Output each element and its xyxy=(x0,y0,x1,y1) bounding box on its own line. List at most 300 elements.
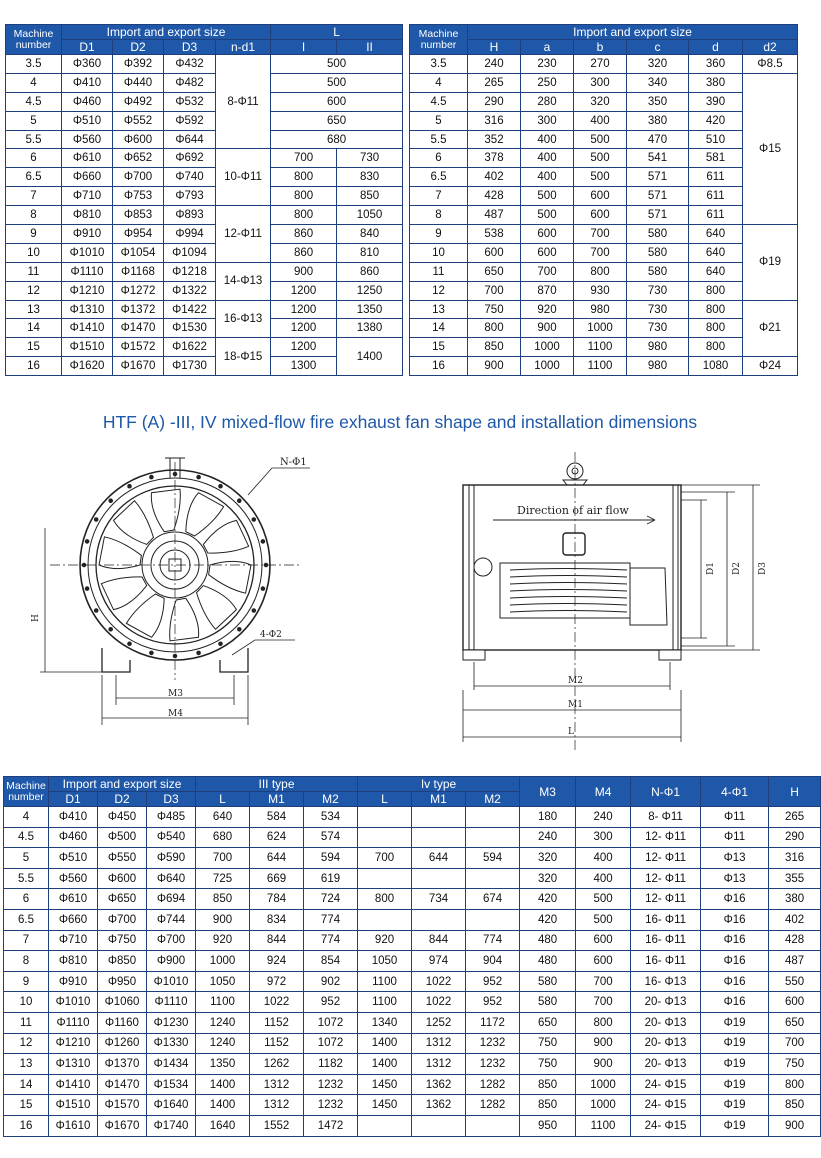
dimension-cell: Φ1168 xyxy=(113,262,164,281)
table-row xyxy=(410,300,798,319)
dimension-cell: 640 xyxy=(689,262,743,281)
dimension-cell: 920 xyxy=(521,300,574,319)
four-phi1-cell: Φ16 xyxy=(701,971,769,992)
iii-M2-cell: 594 xyxy=(304,848,358,869)
impeller-blade xyxy=(99,537,141,569)
table-row xyxy=(4,930,821,951)
dimension-cell: 1100 xyxy=(574,357,627,376)
n-phi1-cell: 8- Φ11 xyxy=(631,807,701,828)
right-foot xyxy=(220,648,248,672)
machine-number-cell: 9 xyxy=(6,225,62,244)
table-row xyxy=(410,168,798,187)
table-row xyxy=(6,206,403,225)
iv-L-cell: 1100 xyxy=(358,992,412,1013)
impeller-blade xyxy=(197,586,237,630)
dimension-cell: 400 xyxy=(574,111,627,130)
L-value-cell: 680 xyxy=(271,130,403,149)
L-II-cell: 1250 xyxy=(337,281,403,300)
h-cell: 316 xyxy=(769,848,821,869)
label-m2: M2 xyxy=(568,676,583,686)
L-II-cell: 810 xyxy=(337,243,403,262)
iii-L-cell: 1350 xyxy=(196,1054,250,1075)
table-row xyxy=(6,319,403,338)
dimension-cell: Φ552 xyxy=(113,111,164,130)
table-row xyxy=(410,187,798,206)
h-cell: 265 xyxy=(769,807,821,828)
iv-M1-cell xyxy=(412,807,466,828)
table-row xyxy=(4,909,821,930)
d3-cell: Φ1740 xyxy=(147,1115,196,1136)
d2-cell: Φ450 xyxy=(98,807,147,828)
machine-number-cell: 12 xyxy=(4,1033,49,1054)
m4-cell: 600 xyxy=(576,930,631,951)
iv-L-cell xyxy=(358,909,412,930)
bolt-hole xyxy=(197,651,201,655)
machine-number-cell: 4.5 xyxy=(410,92,468,111)
machine-number-cell: 14 xyxy=(410,319,468,338)
dimension-cell: 600 xyxy=(521,243,574,262)
header-iv-L: L xyxy=(358,792,412,807)
label-d2: D2 xyxy=(732,562,742,575)
header-iv-M2: M2 xyxy=(466,792,520,807)
dimension-cell: Φ910 xyxy=(62,225,113,244)
impeller-blade xyxy=(170,598,199,641)
table-row xyxy=(6,225,403,244)
four-phi1-cell: Φ19 xyxy=(701,1012,769,1033)
table-row xyxy=(410,357,798,376)
iv-M1-cell xyxy=(412,1115,466,1136)
dimension-cell: 580 xyxy=(627,262,689,281)
d1-cell: Φ710 xyxy=(49,930,98,951)
four-phi1-cell: Φ13 xyxy=(701,848,769,869)
L-I-cell: 1200 xyxy=(271,319,337,338)
iii-M1-cell: 1262 xyxy=(250,1054,304,1075)
dimension-cell: 380 xyxy=(627,111,689,130)
iii-M2-cell: 1182 xyxy=(304,1054,358,1075)
h-cell: 800 xyxy=(769,1074,821,1095)
impeller-blade xyxy=(209,561,251,593)
airflow-arrow xyxy=(493,516,655,524)
dimension-cell: 340 xyxy=(627,73,689,92)
d3-cell: Φ1534 xyxy=(147,1074,196,1095)
dimension-cell: 700 xyxy=(574,225,627,244)
label-m3: M3 xyxy=(168,689,183,699)
h-cell: 355 xyxy=(769,868,821,889)
iv-M2-cell xyxy=(466,868,520,889)
dimension-cell: Φ700 xyxy=(113,168,164,187)
iii-M1-cell: 924 xyxy=(250,951,304,972)
m4-cell: 700 xyxy=(576,992,631,1013)
L-I-cell: 1200 xyxy=(271,281,337,300)
iii-L-cell: 920 xyxy=(196,930,250,951)
m4-cell: 1000 xyxy=(576,1095,631,1116)
L-value-cell: 500 xyxy=(271,55,403,74)
iv-L-cell xyxy=(358,1115,412,1136)
dimension-cell: 800 xyxy=(689,300,743,319)
table-row xyxy=(6,130,403,149)
d2-cell: Φ19 xyxy=(743,225,798,301)
machine-number-cell: 4.5 xyxy=(4,827,49,848)
m3-cell: 480 xyxy=(520,951,576,972)
header-m4: M4 xyxy=(576,777,631,807)
L-I-cell: 900 xyxy=(271,262,337,281)
h-cell: 750 xyxy=(769,1054,821,1075)
d1-cell: Φ1210 xyxy=(49,1033,98,1054)
motor-end-cap xyxy=(630,568,667,625)
dimension-cell: Φ1730 xyxy=(164,357,216,376)
dimension-cell: 700 xyxy=(521,262,574,281)
dimension-cell: 378 xyxy=(468,149,521,168)
machine-number-cell: 5.5 xyxy=(6,130,62,149)
machine-number-cell: 16 xyxy=(410,357,468,376)
dimension-cell: Φ1210 xyxy=(62,281,113,300)
machine-number-cell: 15 xyxy=(410,338,468,357)
L-II-cell: 1400 xyxy=(337,338,403,376)
dimension-cell: 270 xyxy=(574,55,627,74)
four-phi2-leader xyxy=(232,640,295,655)
machine-number-cell: 6 xyxy=(6,149,62,168)
machine-number-cell: 6.5 xyxy=(410,168,468,187)
four-phi1-cell: Φ19 xyxy=(701,1033,769,1054)
dimension-cell: Φ432 xyxy=(164,55,216,74)
dimension-cell: 600 xyxy=(468,243,521,262)
dimension-cell: 470 xyxy=(627,130,689,149)
iv-M2-cell: 1232 xyxy=(466,1033,520,1054)
d2-cell: Φ500 xyxy=(98,827,147,848)
machine-number-cell: 7 xyxy=(4,930,49,951)
dimension-cell: 352 xyxy=(468,130,521,149)
machine-number-cell: 5.5 xyxy=(4,868,49,889)
dimension-cell: 280 xyxy=(521,92,574,111)
dimension-cell: Φ410 xyxy=(62,73,113,92)
dimension-cell: 980 xyxy=(627,357,689,376)
machine-number-cell: 3.5 xyxy=(410,55,468,74)
machine-number-cell: 11 xyxy=(410,262,468,281)
d1-cell: Φ510 xyxy=(49,848,98,869)
dimension-cell: Φ740 xyxy=(164,168,216,187)
iv-M1-cell: 1022 xyxy=(412,971,466,992)
dimension-cell: 581 xyxy=(689,149,743,168)
table-row xyxy=(4,971,821,992)
n-phi1-cell: 12- Φ11 xyxy=(631,827,701,848)
n-phi1-cell: 16- Φ11 xyxy=(631,909,701,930)
dimension-cell: 500 xyxy=(521,206,574,225)
dimension-cell: Φ1530 xyxy=(164,319,216,338)
iv-M1-cell: 974 xyxy=(412,951,466,972)
iv-M1-cell xyxy=(412,868,466,889)
four-phi1-cell: Φ11 xyxy=(701,807,769,828)
table-row xyxy=(410,111,798,130)
header-L-I: I xyxy=(271,40,337,55)
header-iii-type: III type xyxy=(196,777,358,792)
bolt-hole xyxy=(128,642,132,646)
d1-cell: Φ610 xyxy=(49,889,98,910)
dimension-cell: 1000 xyxy=(521,338,574,357)
table-row xyxy=(6,168,403,187)
dimension-cell: 640 xyxy=(689,225,743,244)
machine-number-cell: 8 xyxy=(4,951,49,972)
machine-number-cell: 14 xyxy=(4,1074,49,1095)
impeller-blade xyxy=(101,577,146,610)
bolt-hole xyxy=(238,628,242,632)
dimension-cell: Φ460 xyxy=(62,92,113,111)
iii-M2-cell: 1072 xyxy=(304,1033,358,1054)
dimension-cell: Φ1010 xyxy=(62,243,113,262)
L-II-cell: 1350 xyxy=(337,300,403,319)
header-d2: D2 xyxy=(113,40,164,55)
iv-L-cell xyxy=(358,827,412,848)
iii-M1-cell: 669 xyxy=(250,868,304,889)
dimension-cell: 400 xyxy=(521,168,574,187)
header-L: L xyxy=(271,25,403,40)
d2-cell: Φ1160 xyxy=(98,1012,147,1033)
header-L-II: II xyxy=(337,40,403,55)
iv-M2-cell xyxy=(466,827,520,848)
iv-L-cell xyxy=(358,868,412,889)
table-row xyxy=(4,1115,821,1136)
dimension-cell: 800 xyxy=(574,262,627,281)
d2-cell: Φ850 xyxy=(98,951,147,972)
iii-L-cell: 700 xyxy=(196,848,250,869)
header-d2: d2 xyxy=(743,40,798,55)
iii-M2-cell: 902 xyxy=(304,971,358,992)
table-row xyxy=(410,319,798,338)
dimension-cell: 402 xyxy=(468,168,521,187)
table-row xyxy=(4,807,821,828)
n-d1-cell: 18-Φ15 xyxy=(216,338,271,376)
table-row xyxy=(6,300,403,319)
L-I-cell: 800 xyxy=(271,168,337,187)
machine-number-cell: 10 xyxy=(410,243,468,262)
iii-M1-cell: 844 xyxy=(250,930,304,951)
dimension-cell: 611 xyxy=(689,168,743,187)
table-row xyxy=(410,92,798,111)
machine-number-cell: 10 xyxy=(6,243,62,262)
cooling-fin xyxy=(510,611,627,613)
d1-cell: Φ1610 xyxy=(49,1115,98,1136)
m3-cell: 950 xyxy=(520,1115,576,1136)
m3-cell: 750 xyxy=(520,1054,576,1075)
dimension-cell: Φ1620 xyxy=(62,357,113,376)
m3-cell: 420 xyxy=(520,909,576,930)
table-row xyxy=(4,1074,821,1095)
dimension-cell: 850 xyxy=(468,338,521,357)
four-phi1-cell: Φ16 xyxy=(701,992,769,1013)
header-machine-number: Machine number xyxy=(6,25,62,55)
table-row xyxy=(410,225,798,244)
h-cell: 850 xyxy=(769,1095,821,1116)
iv-M2-cell: 952 xyxy=(466,992,520,1013)
d1-cell: Φ810 xyxy=(49,951,98,972)
dimension-cell: Φ610 xyxy=(62,149,113,168)
d3-cell: Φ540 xyxy=(147,827,196,848)
iv-L-cell: 1450 xyxy=(358,1095,412,1116)
dimension-cell: Φ1422 xyxy=(164,300,216,319)
dimension-cell: 400 xyxy=(521,149,574,168)
dimension-cell: 500 xyxy=(574,130,627,149)
iii-L-cell: 640 xyxy=(196,807,250,828)
dimension-cell: Φ560 xyxy=(62,130,113,149)
iii-L-cell: 1240 xyxy=(196,1012,250,1033)
bolt-hole xyxy=(150,651,154,655)
dimension-cell: Φ994 xyxy=(164,225,216,244)
dimension-cell: Φ853 xyxy=(113,206,164,225)
d2-cell: Φ650 xyxy=(98,889,147,910)
iii-L-cell: 1000 xyxy=(196,951,250,972)
header-4-phi1: 4-Φ1 xyxy=(701,777,769,807)
m4-cell: 900 xyxy=(576,1054,631,1075)
L-I-cell: 860 xyxy=(271,243,337,262)
dimension-cell: Φ1218 xyxy=(164,262,216,281)
m4-cell: 800 xyxy=(576,1012,631,1033)
left-foot xyxy=(102,648,130,672)
iii-M2-cell: 1232 xyxy=(304,1074,358,1095)
n-phi1-cell: 16- Φ11 xyxy=(631,951,701,972)
machine-number-cell: 16 xyxy=(6,357,62,376)
dimension-cell: 1100 xyxy=(574,338,627,357)
machine-number-cell: 3.5 xyxy=(6,55,62,74)
table-row xyxy=(410,130,798,149)
L-I-cell: 1200 xyxy=(271,338,337,357)
iii-L-cell: 1240 xyxy=(196,1033,250,1054)
n-phi1-cell: 24- Φ15 xyxy=(631,1074,701,1095)
L-I-cell: 1200 xyxy=(271,300,337,319)
L-value-cell: 600 xyxy=(271,92,403,111)
iv-M1-cell: 1312 xyxy=(412,1033,466,1054)
dimension-cell: Φ532 xyxy=(164,92,216,111)
n-phi1-leader xyxy=(248,468,310,495)
iii-M2-cell: 952 xyxy=(304,992,358,1013)
header-b: b xyxy=(574,40,627,55)
dimension-cell: Φ652 xyxy=(113,149,164,168)
dimension-cell: Φ793 xyxy=(164,187,216,206)
iv-M2-cell: 1172 xyxy=(466,1012,520,1033)
table-row xyxy=(6,338,403,357)
header-d3: D3 xyxy=(147,792,196,807)
dimension-cell: 571 xyxy=(627,187,689,206)
header-iv-type: Iv type xyxy=(358,777,520,792)
dimension-cell: Φ644 xyxy=(164,130,216,149)
dimension-cell: 428 xyxy=(468,187,521,206)
d1-cell: Φ1110 xyxy=(49,1012,98,1033)
bolt-hole xyxy=(109,499,113,503)
dimension-cell: 571 xyxy=(627,168,689,187)
d1-cell: Φ1510 xyxy=(49,1095,98,1116)
d2-cell: Φ950 xyxy=(98,971,147,992)
header-d3: D3 xyxy=(164,40,216,55)
table-row xyxy=(6,92,403,111)
iii-M2-cell: 724 xyxy=(304,889,358,910)
table-III-IV-type-dimensions xyxy=(3,776,821,1137)
m3-cell: 850 xyxy=(520,1095,576,1116)
iii-M1-cell: 1552 xyxy=(250,1115,304,1136)
m3-cell: 480 xyxy=(520,930,576,951)
d2-cell: Φ8.5 xyxy=(743,55,798,74)
machine-number-cell: 13 xyxy=(6,300,62,319)
table-row xyxy=(6,243,403,262)
terminal-box xyxy=(563,533,585,555)
machine-number-cell: 7 xyxy=(6,187,62,206)
dimension-cell: Φ1670 xyxy=(113,357,164,376)
L-I-cell: 1300 xyxy=(271,357,337,376)
iii-M2-cell: 1072 xyxy=(304,1012,358,1033)
fan-front-view-drawing xyxy=(10,450,340,750)
iv-L-cell: 700 xyxy=(358,848,412,869)
dimension-cell: 360 xyxy=(689,55,743,74)
machine-number-cell: 5.5 xyxy=(410,130,468,149)
table-row xyxy=(4,1033,821,1054)
n-phi1-cell: 12- Φ11 xyxy=(631,889,701,910)
h-cell: 550 xyxy=(769,971,821,992)
d2-cell: Φ1670 xyxy=(98,1115,147,1136)
bolt-hole xyxy=(94,518,98,522)
bolt-hole xyxy=(238,499,242,503)
machine-number-cell: 4 xyxy=(6,73,62,92)
iii-L-cell: 1400 xyxy=(196,1095,250,1116)
iv-M1-cell: 734 xyxy=(412,889,466,910)
iii-M1-cell: 972 xyxy=(250,971,304,992)
d1-cell: Φ460 xyxy=(49,827,98,848)
dimension-cell: 930 xyxy=(574,281,627,300)
iv-M2-cell: 594 xyxy=(466,848,520,869)
table-row xyxy=(410,55,798,74)
m4-cell: 1000 xyxy=(576,1074,631,1095)
dimension-cell: 538 xyxy=(468,225,521,244)
machine-number-cell: 6 xyxy=(4,889,49,910)
dimension-cell: 400 xyxy=(521,130,574,149)
dimension-cell: 500 xyxy=(521,187,574,206)
impeller-blade xyxy=(151,489,180,532)
h-cell: 600 xyxy=(769,992,821,1013)
machine-number-cell: 12 xyxy=(6,281,62,300)
dimension-cell: 980 xyxy=(627,338,689,357)
dimension-cell: Φ753 xyxy=(113,187,164,206)
bolt-hole xyxy=(261,540,265,544)
L-I-cell: 800 xyxy=(271,187,337,206)
iii-M1-cell: 1152 xyxy=(250,1012,304,1033)
dimension-cell: Φ810 xyxy=(62,206,113,225)
n-phi1-cell: 20- Φ13 xyxy=(631,1033,701,1054)
iii-M1-cell: 584 xyxy=(250,807,304,828)
machine-number-cell: 9 xyxy=(4,971,49,992)
n-d1-cell: 8-Φ11 xyxy=(216,55,271,149)
table-row xyxy=(6,187,403,206)
m3-cell: 580 xyxy=(520,971,576,992)
iv-M2-cell: 904 xyxy=(466,951,520,972)
dimension-cell: 730 xyxy=(627,281,689,300)
iv-L-cell: 1340 xyxy=(358,1012,412,1033)
table-row xyxy=(6,111,403,130)
dimension-cell: 640 xyxy=(689,243,743,262)
d3-dimension-line xyxy=(681,485,760,650)
machine-number-cell: 5 xyxy=(6,111,62,130)
dimension-cell: Φ710 xyxy=(62,187,113,206)
machine-number-cell: 4 xyxy=(4,807,49,828)
table-row xyxy=(410,149,798,168)
d2-cell: Φ1470 xyxy=(98,1074,147,1095)
machine-number-cell: 13 xyxy=(410,300,468,319)
dimension-cell: Φ1372 xyxy=(113,300,164,319)
d3-cell: Φ1434 xyxy=(147,1054,196,1075)
L-II-cell: 860 xyxy=(337,262,403,281)
four-phi1-cell: Φ16 xyxy=(701,909,769,930)
m4-cell: 500 xyxy=(576,889,631,910)
m4-cell: 700 xyxy=(576,971,631,992)
dimension-cell: Φ1054 xyxy=(113,243,164,262)
iv-M1-cell: 644 xyxy=(412,848,466,869)
dimension-cell: Φ592 xyxy=(164,111,216,130)
table-row xyxy=(4,827,821,848)
